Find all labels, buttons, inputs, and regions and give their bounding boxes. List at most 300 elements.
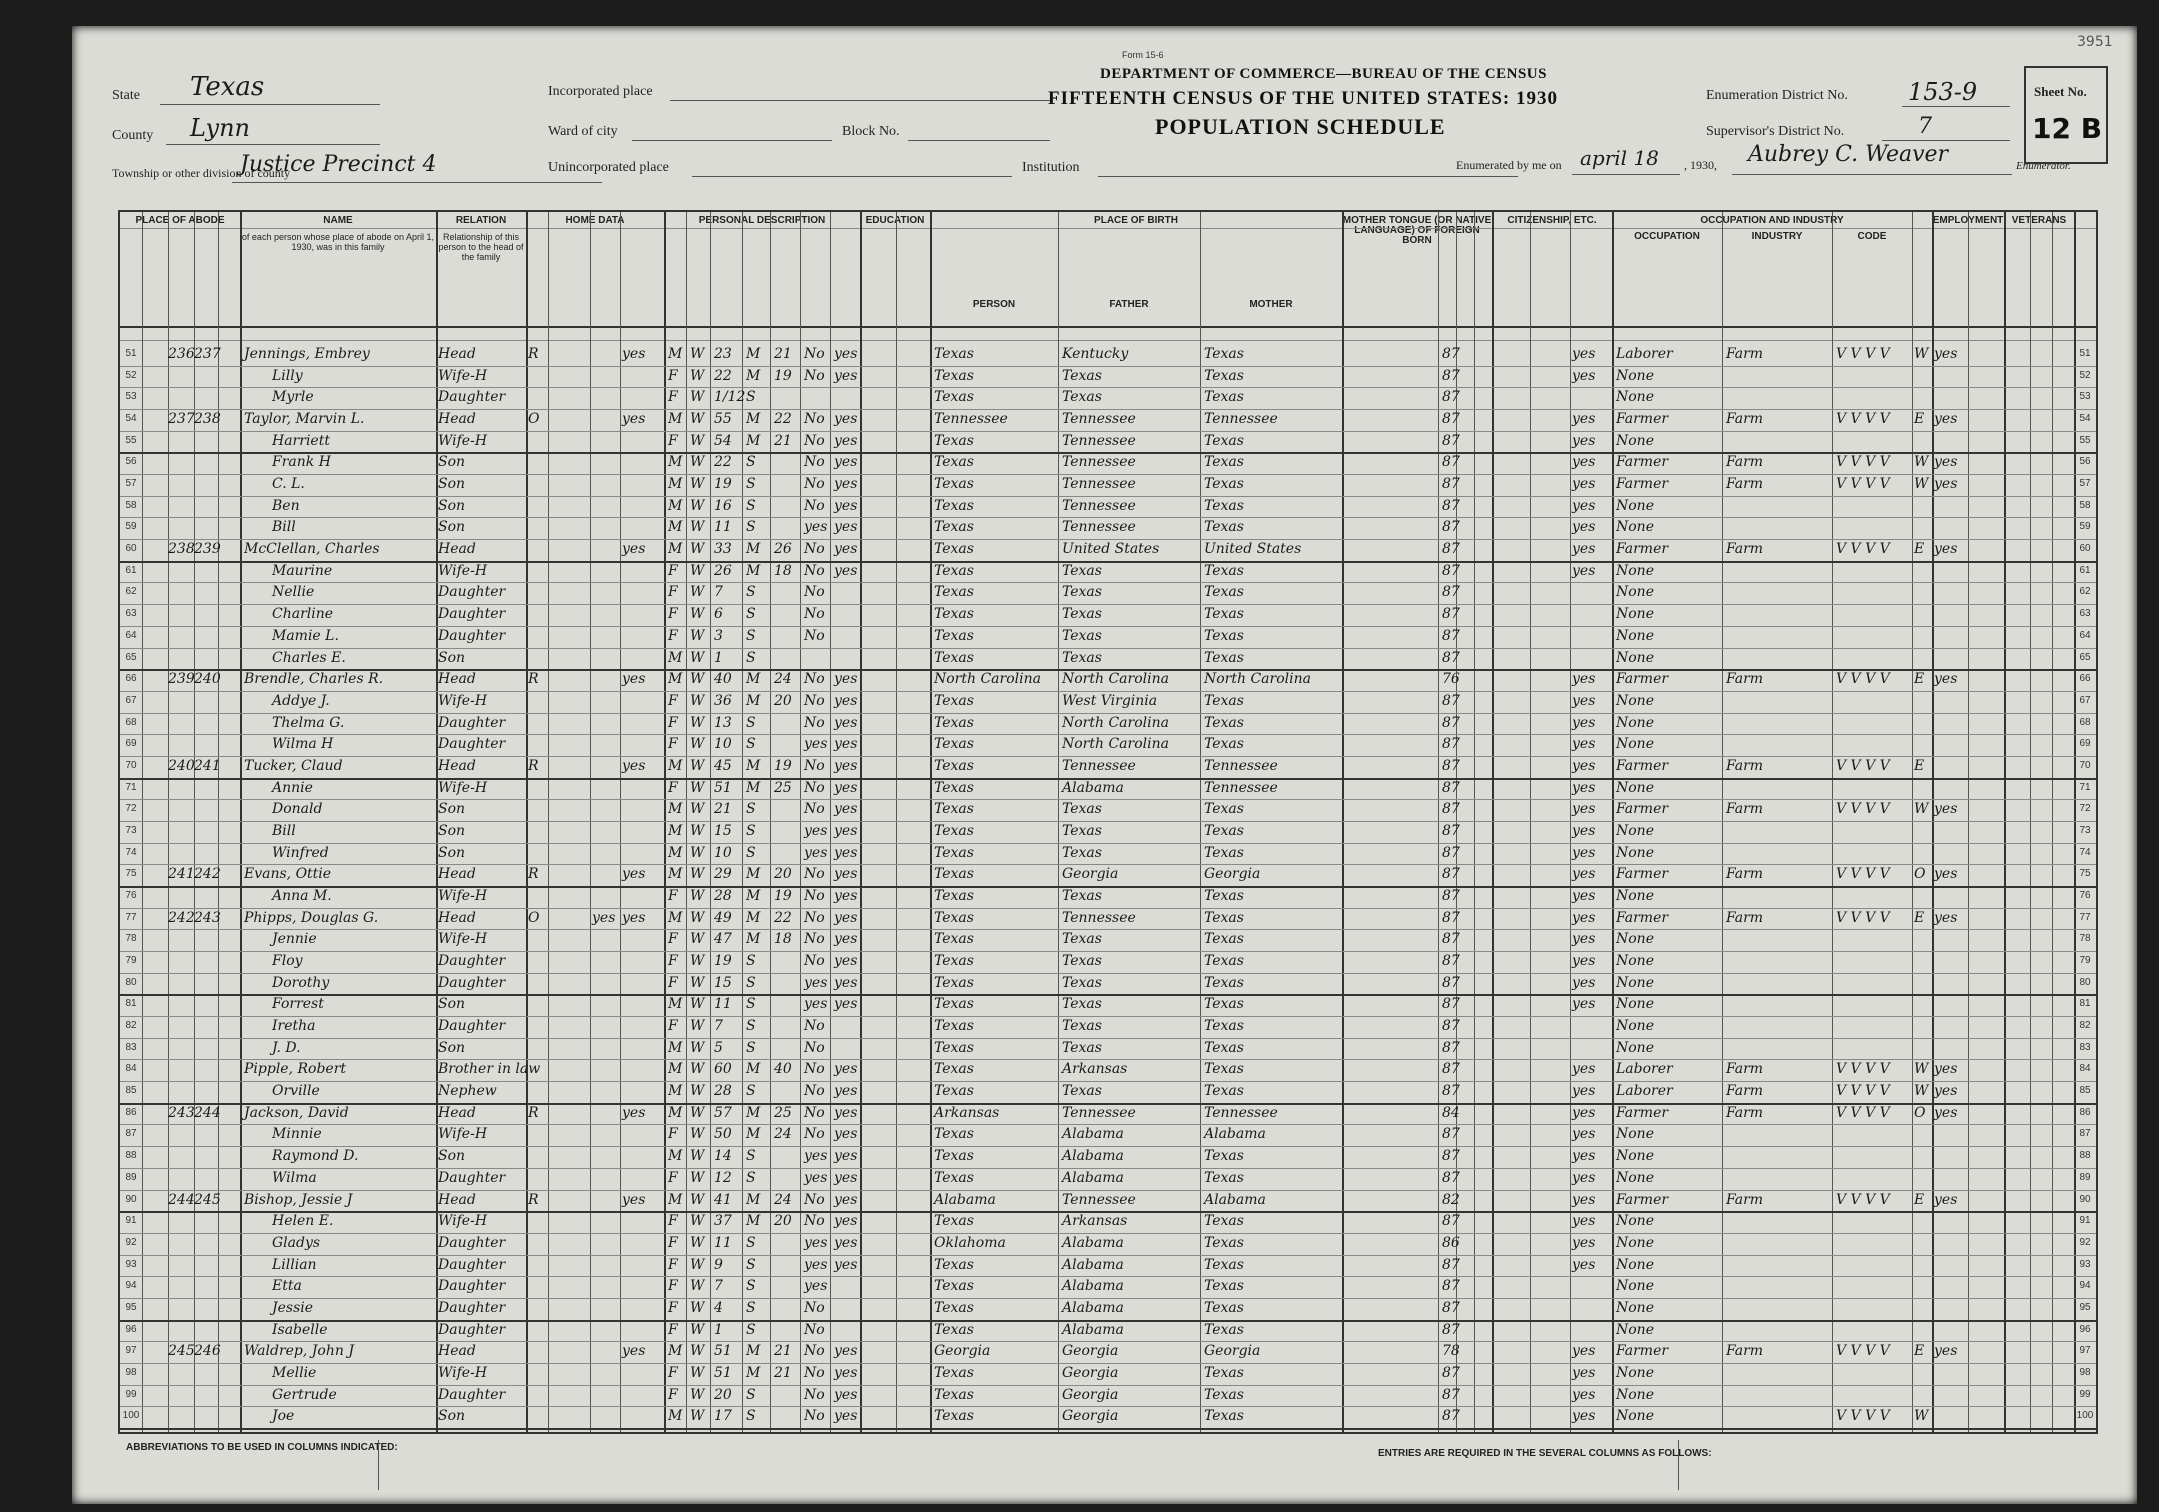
cell-sch: No: [804, 779, 825, 796]
cell-name: Addye J.: [272, 692, 330, 709]
cell-sch: No: [804, 411, 825, 428]
cell-emp: [1934, 1385, 1968, 1405]
cell-mar: M: [746, 692, 761, 709]
cell-pob: Texas: [934, 432, 974, 449]
cell-eng: yes: [1572, 692, 1596, 709]
cell-mar: S: [746, 476, 756, 493]
cell-emp: [1934, 1233, 1968, 1253]
cell-ow: [528, 973, 548, 993]
cell-age: 51: [714, 779, 732, 796]
cell-sch: yes: [804, 844, 828, 861]
table-row: [120, 973, 2096, 993]
cell-sch: No: [804, 1083, 825, 1100]
cell-race: W: [690, 389, 705, 406]
cell-ln: 71: [125, 781, 137, 793]
cell-code: 87: [1442, 1083, 1460, 1100]
cell-radio: [592, 1190, 620, 1210]
cell-name: Taylor, Marvin L.: [244, 411, 365, 428]
cell-ind: Farm: [1726, 801, 1764, 818]
cell-ow: [528, 843, 548, 863]
cell-ocode: [1836, 973, 1912, 993]
cell-fpob: Texas: [1062, 367, 1102, 384]
cell-pob: Texas: [934, 1018, 974, 1035]
ward-label: Ward of city: [548, 124, 618, 139]
cell-mpob: Texas: [1204, 1386, 1244, 1403]
table-row: [120, 1059, 2096, 1079]
cell-mar: S: [746, 1299, 756, 1316]
cell-dw: [168, 1038, 194, 1058]
cell-read: yes: [834, 346, 858, 362]
cell-ocode: [1836, 626, 1912, 646]
cell-cw: [1914, 951, 1932, 971]
cell-radio: [592, 799, 620, 819]
cell-rel: Daughter: [438, 736, 506, 753]
cell-sex: M: [668, 1061, 683, 1078]
cell-mar: M: [746, 562, 761, 579]
cell-race: W: [690, 779, 705, 796]
cell-cw: [1914, 1298, 1932, 1318]
cell-fam: 239: [194, 541, 221, 558]
cell-eng: [1572, 1038, 1612, 1058]
cell-fam: [194, 734, 240, 754]
cell-ow: [528, 604, 548, 624]
cell-eng: [1572, 1276, 1612, 1296]
cell-ow: [528, 1276, 548, 1296]
cell-code: 87: [1442, 1148, 1460, 1165]
cell-occ: None: [1616, 1039, 1654, 1056]
cell-emp: [1934, 517, 1968, 537]
cell-ow: [528, 821, 548, 841]
cell-cw: [1914, 843, 1932, 863]
cell-fam: [194, 951, 240, 971]
cell-read: yes: [834, 1234, 858, 1251]
cell-fpob: Alabama: [1062, 1234, 1124, 1251]
cell-mar: S: [746, 974, 756, 991]
cell-eng: [1572, 604, 1612, 624]
cell-ln: 87: [2079, 1128, 2091, 1140]
cell-occ: None: [1616, 1126, 1654, 1143]
cell-fam: 238: [194, 411, 221, 428]
cell-code: 87: [1442, 757, 1460, 774]
cell-pob: Texas: [934, 367, 974, 384]
cell-sch: No: [804, 497, 825, 514]
cell-farm: yes: [622, 671, 646, 688]
incorporated-label: Incorporated place: [548, 84, 653, 99]
cell-occ: Farmer: [1616, 454, 1669, 471]
cell-radio: [592, 1255, 620, 1275]
cell-ln: 79: [125, 955, 137, 967]
cell-ocode: [1836, 1276, 1912, 1296]
cell-cw: [1914, 734, 1932, 754]
group-personal: PERSONAL DESCRIPTION: [698, 215, 826, 226]
cell-name: Joe: [272, 1408, 295, 1425]
cell-mar: M: [746, 432, 761, 449]
cell-pob: Texas: [934, 541, 974, 558]
cell-cw: [1914, 387, 1932, 407]
cell-race: W: [690, 1278, 705, 1295]
cell-agem: [774, 843, 800, 863]
county-value: Lynn: [190, 114, 250, 142]
cell-pob: Georgia: [934, 1343, 991, 1360]
cell-code: 87: [1442, 606, 1460, 623]
cell-eng: yes: [1572, 541, 1596, 558]
sheet-box: [2024, 66, 2108, 164]
cell-code: 87: [1442, 1213, 1460, 1230]
cell-rel: Son: [438, 649, 466, 666]
cell-age: 3: [714, 627, 723, 644]
cell-ind: [1726, 1016, 1832, 1036]
cell-ind: Farm: [1726, 1061, 1764, 1078]
block-label: Block No.: [842, 124, 900, 139]
table-row: [120, 1211, 2096, 1231]
cell-agem: [774, 496, 800, 516]
cell-ocode: [1836, 1298, 1912, 1318]
cell-dw: [168, 1255, 194, 1275]
cell-ow: [528, 929, 548, 949]
cell-farm: [622, 1016, 662, 1036]
cell-ow: [528, 561, 548, 581]
group-citizenship: CITIZENSHIP, ETC.: [1507, 215, 1597, 226]
cell-ocode: V V V V: [1836, 346, 1890, 362]
cell-occ: None: [1616, 736, 1654, 753]
cell-rel: Wife-H: [438, 367, 488, 384]
cell-read: yes: [834, 931, 858, 948]
cell-ln: 61: [2079, 564, 2091, 576]
cell-ind: Farm: [1726, 1083, 1764, 1100]
cell-cw: [1914, 1016, 1932, 1036]
cell-ow: [528, 734, 548, 754]
cell-cw: [1914, 691, 1932, 711]
cell-name: Lillian: [272, 1256, 317, 1273]
cell-sch: No: [804, 476, 825, 493]
cell-agem: [774, 1298, 800, 1318]
group-mother-tongue: MOTHER TONGUE (OR NATIVE LANGUAGE) OF FOREIGN BORN: [1342, 215, 1492, 246]
cell-fpob: Alabama: [1062, 1169, 1124, 1186]
cell-emp: [1934, 1016, 1968, 1036]
cell-mar: M: [746, 541, 761, 558]
institution-label: Institution: [1022, 160, 1080, 175]
enumerator-name: Aubrey C. Weaver: [1748, 142, 1949, 167]
cell-sex: M: [668, 1083, 683, 1100]
cell-ow: [528, 1146, 548, 1166]
cell-mar: M: [746, 909, 761, 926]
cell-ln: 70: [2079, 759, 2091, 771]
cell-dw: [168, 648, 194, 668]
cell-occ: Farmer: [1616, 866, 1669, 883]
cell-emp: [1934, 604, 1968, 624]
cell-fpob: Tennessee: [1062, 432, 1136, 449]
head-person: PERSON: [972, 299, 1016, 310]
cell-agem: 18: [774, 562, 792, 579]
cell-ln: 69: [2079, 738, 2091, 750]
cell-ln: 80: [2079, 976, 2091, 988]
cell-cw: W: [1914, 801, 1929, 818]
township-label: Township or other division of county: [112, 166, 291, 180]
cell-radio: [592, 452, 620, 472]
cell-ln: 59: [125, 521, 137, 533]
cell-ind: [1726, 561, 1832, 581]
cell-read: yes: [834, 692, 858, 709]
cell-ind: [1726, 1038, 1832, 1058]
cell-pob: Texas: [934, 801, 974, 818]
cell-mpob: Texas: [1204, 1083, 1244, 1100]
cell-ind: [1726, 1168, 1832, 1188]
cell-fam: 245: [194, 1191, 221, 1208]
cell-farm: yes: [622, 346, 646, 362]
cell-ocode: V V V V: [1836, 1104, 1890, 1121]
cell-eng: yes: [1572, 1104, 1596, 1121]
cell-sex: M: [668, 541, 683, 558]
cell-ind: Farm: [1726, 909, 1764, 926]
cell-eng: yes: [1572, 779, 1596, 796]
cell-pob: Texas: [934, 1039, 974, 1056]
cell-mar: S: [746, 1039, 756, 1056]
census-sheet: [72, 26, 2137, 1504]
cell-farm: yes: [622, 866, 646, 883]
cell-dw: [168, 1233, 194, 1253]
table-row: [120, 626, 2096, 646]
cell-sex: F: [668, 562, 678, 579]
cell-cw: [1914, 496, 1932, 516]
cell-radio: [592, 929, 620, 949]
cell-sex: F: [668, 736, 678, 753]
cell-rel: Son: [438, 996, 466, 1013]
cell-radio: [592, 366, 620, 386]
cell-code: 87: [1442, 584, 1460, 601]
sheet-footer: [118, 1436, 2094, 1496]
cell-mpob: Texas: [1204, 1169, 1244, 1186]
cell-dw: [168, 951, 194, 971]
cell-agem: 19: [774, 367, 792, 384]
cell-sex: F: [668, 1169, 678, 1186]
cell-ocode: [1836, 496, 1912, 516]
cell-occ: None: [1616, 714, 1654, 731]
cell-emp: [1934, 973, 1968, 993]
table-row: [120, 734, 2096, 754]
cell-mpob: Texas: [1204, 584, 1244, 601]
cell-agem: [774, 517, 800, 537]
group-employment: EMPLOYMENT: [1932, 215, 2004, 226]
cell-sex: M: [668, 1039, 683, 1056]
cell-ln: 93: [125, 1258, 137, 1270]
cell-radio: [592, 431, 620, 451]
cell-pob: Texas: [934, 1169, 974, 1186]
cell-ow: [528, 1341, 548, 1361]
cell-ln: 65: [2079, 651, 2091, 663]
cell-sex: M: [668, 346, 683, 362]
cell-cw: E: [1914, 671, 1925, 688]
cell-sch: No: [804, 1408, 825, 1425]
cell-code: 87: [1442, 692, 1460, 709]
cell-sex: M: [668, 801, 683, 818]
cell-cw: [1914, 1233, 1932, 1253]
cell-age: 51: [714, 1364, 732, 1381]
cell-sch: No: [804, 367, 825, 384]
cell-age: 47: [714, 931, 732, 948]
cell-age: 22: [714, 367, 732, 384]
cell-age: 54: [714, 432, 732, 449]
cell-fam: [194, 799, 240, 819]
cell-read: yes: [834, 1191, 858, 1208]
cell-cw: [1914, 1168, 1932, 1188]
cell-fpob: Tennessee: [1062, 454, 1136, 471]
cell-agem: [774, 1146, 800, 1166]
cell-radio: [592, 778, 620, 798]
cell-ind: [1726, 1124, 1832, 1144]
cell-ln: 100: [122, 1410, 140, 1422]
cell-ind: [1726, 973, 1832, 993]
cell-mar: S: [746, 1018, 756, 1035]
enumerator-label: Enumerator.: [2016, 160, 2071, 172]
cell-ln: 91: [2079, 1215, 2091, 1227]
cell-sch: yes: [804, 996, 828, 1013]
cell-ind: Farm: [1726, 411, 1764, 428]
cell-farm: [622, 886, 662, 906]
cell-fam: 241: [194, 757, 221, 774]
cell-age: 13: [714, 714, 732, 731]
cell-rel: Daughter: [438, 1299, 506, 1316]
cell-read: yes: [834, 367, 858, 384]
cell-farm: [622, 1146, 662, 1166]
cell-mar: S: [746, 519, 756, 536]
cell-fam: [194, 929, 240, 949]
cell-emp: yes: [1934, 801, 1958, 818]
cell-mpob: Texas: [1204, 953, 1244, 970]
cell-ocode: [1836, 1168, 1912, 1188]
cell-ind: [1726, 1320, 1832, 1340]
cell-dw: [168, 431, 194, 451]
cell-ln: 51: [125, 348, 137, 359]
cell-agem: 24: [774, 1191, 792, 1208]
form-number: Form 15-6: [1122, 50, 1164, 60]
cell-eng: [1572, 387, 1612, 407]
cell-mar: S: [746, 1169, 756, 1186]
cell-eng: [1572, 1298, 1612, 1318]
cell-ow: [528, 691, 548, 711]
cell-read: yes: [834, 1408, 858, 1425]
cell-radio: [592, 1385, 620, 1405]
cell-name: C. L.: [272, 476, 305, 493]
cell-rel: Son: [438, 1039, 466, 1056]
cell-eng: yes: [1572, 1126, 1596, 1143]
cell-race: W: [690, 736, 705, 753]
cell-farm: [622, 734, 662, 754]
cell-pob: Texas: [934, 454, 974, 471]
cell-ow: [528, 1320, 548, 1340]
cell-name: Raymond D.: [272, 1148, 359, 1165]
cell-ocode: [1836, 713, 1912, 733]
cell-fam: [194, 1320, 240, 1340]
cell-farm: [622, 1081, 662, 1101]
cell-fpob: Alabama: [1062, 779, 1124, 796]
cell-dw: [168, 366, 194, 386]
cell-ln: 52: [2079, 369, 2091, 381]
cell-ln: 64: [2079, 629, 2091, 641]
cell-ln: 78: [125, 933, 137, 945]
cell-ln: 75: [2079, 868, 2091, 880]
cell-code: 87: [1442, 1386, 1460, 1403]
cell-radio: [592, 517, 620, 537]
cell-mpob: Texas: [1204, 627, 1244, 644]
cell-mpob: Texas: [1204, 476, 1244, 493]
cell-emp: [1934, 821, 1968, 841]
cell-mpob: Texas: [1204, 389, 1244, 406]
cell-agem: 21: [774, 1364, 792, 1381]
cell-emp: [1934, 886, 1968, 906]
cell-mpob: Texas: [1204, 606, 1244, 623]
cell-code: 87: [1442, 1039, 1460, 1056]
group-veterans: VETERANS: [2011, 215, 2067, 226]
table-row: [120, 431, 2096, 451]
cell-ow: [528, 1255, 548, 1275]
cell-ocode: [1836, 1233, 1912, 1253]
cell-pob: Texas: [934, 779, 974, 796]
cell-age: 16: [714, 497, 732, 514]
cell-age: 36: [714, 692, 732, 709]
cell-race: W: [690, 671, 705, 688]
cell-pob: Texas: [934, 736, 974, 753]
cell-fpob: Texas: [1062, 584, 1102, 601]
cell-sex: F: [668, 584, 678, 601]
cell-emp: yes: [1934, 909, 1958, 926]
cell-mpob: Texas: [1204, 888, 1244, 904]
cell-read: yes: [834, 476, 858, 493]
stamp-number: 3951: [2077, 34, 2113, 50]
cell-agem: 19: [774, 888, 792, 904]
cell-mar: M: [746, 346, 761, 362]
cell-name: Minnie: [272, 1126, 322, 1143]
cell-eng: yes: [1572, 888, 1596, 904]
cell-code: 87: [1442, 866, 1460, 883]
cell-agem: [774, 626, 800, 646]
cell-cw: [1914, 886, 1932, 906]
cell-race: W: [690, 411, 705, 428]
cell-pob: Oklahoma: [934, 1234, 1006, 1251]
cell-cw: [1914, 648, 1932, 668]
cell-fpob: Tennessee: [1062, 411, 1136, 428]
cell-agem: [774, 1038, 800, 1058]
cell-emp: [1934, 778, 1968, 798]
cell-farm: [622, 1298, 662, 1318]
cell-ind: [1726, 713, 1832, 733]
cell-dw: [168, 1168, 194, 1188]
cell-radio: [592, 691, 620, 711]
cell-pob: Texas: [934, 1408, 974, 1425]
cell-sch: No: [804, 1321, 825, 1338]
cell-occ: None: [1616, 367, 1654, 384]
cell-occ: None: [1616, 692, 1654, 709]
cell-fpob: Texas: [1062, 844, 1102, 861]
cell-ln: 57: [125, 478, 137, 490]
cell-radio: [592, 886, 620, 906]
cell-ln: 65: [125, 651, 137, 663]
cell-radio: [592, 1298, 620, 1318]
cell-code: 87: [1442, 367, 1460, 384]
cell-name: Donald: [272, 801, 323, 818]
cell-read: yes: [834, 519, 858, 536]
cell-sch: No: [804, 454, 825, 471]
cell-sex: M: [668, 844, 683, 861]
cell-eng: yes: [1572, 346, 1596, 362]
cell-name: Gertrude: [272, 1386, 337, 1403]
cell-race: W: [690, 974, 705, 991]
cell-fam: [194, 778, 240, 798]
cell-rel: Son: [438, 1148, 466, 1165]
cell-emp: [1934, 756, 1968, 776]
cell-agem: 21: [774, 432, 792, 449]
cell-ocode: [1836, 1038, 1912, 1058]
cell-sch: No: [804, 1386, 825, 1403]
